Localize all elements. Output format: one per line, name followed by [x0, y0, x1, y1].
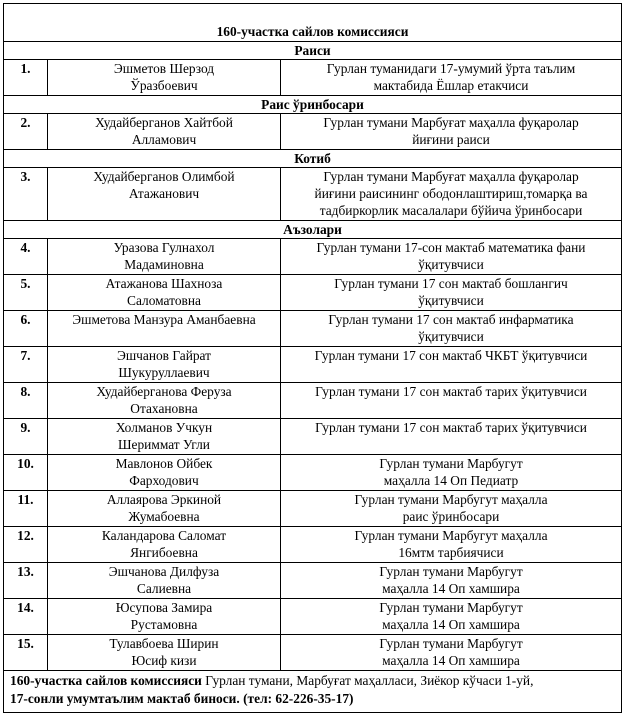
member-name [48, 491, 281, 527]
member-name-line: Каландарова Саломат [101, 528, 227, 543]
row-number: 13. [4, 563, 48, 599]
member-name [48, 383, 281, 419]
table-row [4, 347, 622, 383]
member-name-line: Отахановна [130, 401, 198, 416]
member-name [48, 114, 281, 150]
member-name-line: Эшметов Шерзод [113, 61, 215, 76]
row-number: 6. [4, 311, 48, 347]
table-row [4, 491, 622, 527]
member-name [48, 419, 281, 455]
member-position-line: 16мтм тарбиячиси [398, 545, 504, 560]
member-position-line: ўқитувчиси [418, 257, 484, 272]
member-position [281, 527, 622, 563]
row-number: 14. [4, 599, 48, 635]
member-name-line: Эшчанова Дилфуза [108, 564, 220, 579]
member-position-line: маҳалла 14 Оп хамшира [382, 653, 520, 668]
member-name-line: Жумабоевна [128, 509, 200, 524]
section-heading-row [4, 42, 622, 60]
member-name-line: Холманов Учкун [115, 420, 213, 435]
member-position [281, 311, 622, 347]
table-row [4, 239, 622, 275]
member-name [48, 563, 281, 599]
member-position-line: Гурлан тумани 17 сон мактаб бошлангич [334, 276, 568, 291]
member-name [48, 311, 281, 347]
member-name-line: Шукуруллаевич [118, 365, 210, 380]
member-name-line: Янгибоевна [130, 545, 198, 560]
member-position-line: мактабида Ёшлар етакчиси [373, 78, 529, 93]
row-number: 15. [4, 635, 48, 671]
member-name-line: Эшчанов Гайрат [116, 348, 212, 363]
row-number: 2. [4, 114, 48, 150]
table-row [4, 168, 622, 221]
member-name-line: Уразова Гулнахол [113, 240, 215, 255]
table-row [4, 114, 622, 150]
row-number: 4. [4, 239, 48, 275]
member-name-line: Юсиф кизи [131, 653, 197, 668]
member-position [281, 114, 622, 150]
member-name-line: Эшметова Манзура Аманбаевна [72, 312, 256, 327]
row-number: 7. [4, 347, 48, 383]
member-position-line: маҳалла 14 Оп хамшира [382, 617, 520, 632]
member-name-line: Худайберганов Хайтбой [95, 115, 233, 130]
member-name [48, 599, 281, 635]
table-row [4, 311, 622, 347]
footer-address-text: Гурлан тумани, Марбуғат маҳалласи, Зиёкор кўчаси 1-уй, [201, 673, 534, 688]
table-row [4, 455, 622, 491]
member-name-line: Худайберганова Феруза [96, 384, 232, 399]
section-heading-row [4, 150, 622, 168]
row-number: 3. [4, 168, 48, 221]
row-number: 12. [4, 527, 48, 563]
section-heading: Котиб [4, 150, 622, 168]
member-position-line: Гурлан тумани Марбугут [379, 564, 523, 579]
member-name-line: Атажанова Шахноза [105, 276, 223, 291]
member-name-line: Аллаярова Эркиной [106, 492, 222, 507]
member-name [48, 275, 281, 311]
member-position-line: ўқитувчиси [418, 293, 484, 308]
member-position-line: маҳалла 14 Оп Педиатр [383, 473, 519, 488]
commission-table [3, 3, 622, 713]
member-name-line: Рустамовна [130, 617, 198, 632]
member-position-line: Гурлан тумани Марбугут [379, 456, 523, 471]
row-number: 10. [4, 455, 48, 491]
row-number: 1. [4, 60, 48, 96]
member-position [281, 455, 622, 491]
member-position-line: Гурлан тумани Марбугут [379, 600, 523, 615]
member-position-line: Гурлан тумани Марбуғат маҳалла фуқаролар [323, 115, 579, 130]
member-position-line: Гурлан тумани Марбугут маҳалла [354, 528, 548, 543]
member-position-line: тадбиркорлик масалалари бўйича ўринбосари [319, 203, 583, 218]
member-position-line: раис ўринбосари [402, 509, 500, 524]
table-row [4, 599, 622, 635]
member-name [48, 455, 281, 491]
member-position-line: маҳалла 14 Оп хамшира [382, 581, 520, 596]
member-position [281, 347, 622, 383]
member-position-line: Гурлан тумани Марбугут маҳалла [354, 492, 548, 507]
member-name-line: Юсупова Замира [115, 600, 213, 615]
row-number: 11. [4, 491, 48, 527]
member-position [281, 563, 622, 599]
section-heading: Раис ўринбосари [4, 96, 622, 114]
section-heading: Раиси [4, 42, 622, 60]
row-number: 9. [4, 419, 48, 455]
member-position-line: йиғини раиси [412, 132, 490, 147]
table-row [4, 60, 622, 96]
member-name [48, 527, 281, 563]
member-position [281, 275, 622, 311]
member-name [48, 635, 281, 671]
member-position-line: Гурлан тумани Марбуғат маҳалла фуқаролар [323, 169, 579, 184]
member-position-line: Гурлан тумани 17-сон мактаб математика фани [316, 240, 586, 255]
footer-school-phone: 17-сонли умумтаълим мактаб биноси. (тел: 62-226-35-17) [10, 691, 354, 706]
member-position [281, 635, 622, 671]
row-number: 5. [4, 275, 48, 311]
member-position [281, 383, 622, 419]
table-row [4, 419, 622, 455]
table-row [4, 635, 622, 671]
member-position [281, 599, 622, 635]
member-position-line: ўқитувчиси [418, 329, 484, 344]
member-position-line: Гурлан тумани 17 сон мактаб ЧКБТ ўқитувчиси [314, 348, 588, 363]
section-heading-row [4, 221, 622, 239]
table-title-row [4, 4, 622, 42]
footer-address [4, 671, 622, 713]
row-number: 8. [4, 383, 48, 419]
table-row [4, 563, 622, 599]
member-name [48, 168, 281, 221]
member-name-line: Худайберганов Олимбой [93, 169, 235, 184]
member-name-line: Шериммат Угли [118, 437, 210, 452]
member-position-line: Гурлан тумани 17 сон мактаб тарих ўқитувчиси [315, 420, 587, 435]
member-name-line: Атажанович [128, 186, 200, 201]
member-position-line: Гурлан тумани 17 сон мактаб тарих ўқитувчиси [315, 384, 587, 399]
member-name [48, 60, 281, 96]
footer-row [4, 671, 622, 713]
member-position [281, 168, 622, 221]
member-position-line: Гурлан тумани 17 сон мактаб инфарматика [328, 312, 574, 327]
table-row [4, 383, 622, 419]
section-heading: Аъзолари [4, 221, 622, 239]
member-position [281, 491, 622, 527]
table-title: 160-участка сайлов комиссияси [4, 4, 622, 42]
member-position-line: Гурлан тумани Марбугут [379, 636, 523, 651]
member-name-line: Фарходович [129, 473, 199, 488]
member-position [281, 419, 622, 455]
member-position [281, 60, 622, 96]
member-name [48, 347, 281, 383]
member-name [48, 239, 281, 275]
member-name-line: Тулавбоева Ширин [109, 636, 219, 651]
member-name-line: Салиевна [136, 581, 192, 596]
table-row [4, 275, 622, 311]
member-name-line: Мавлонов Ойбек [115, 456, 213, 471]
member-name-line: Алламович [131, 132, 197, 147]
member-name-line: Ўразбоевич [130, 78, 198, 93]
member-position-line: Гурлан туманидаги 17-умумий ўрта таълим [326, 61, 576, 76]
member-name-line: Мадаминовна [124, 257, 204, 272]
member-name-line: Саломатовна [127, 293, 201, 308]
footer-title: 160-участка сайлов комиссияси [10, 673, 202, 688]
table-row [4, 527, 622, 563]
member-position [281, 239, 622, 275]
section-heading-row [4, 96, 622, 114]
member-position-line: йиғини раисининг ободонлаштириш,томарқа ва [314, 186, 588, 201]
